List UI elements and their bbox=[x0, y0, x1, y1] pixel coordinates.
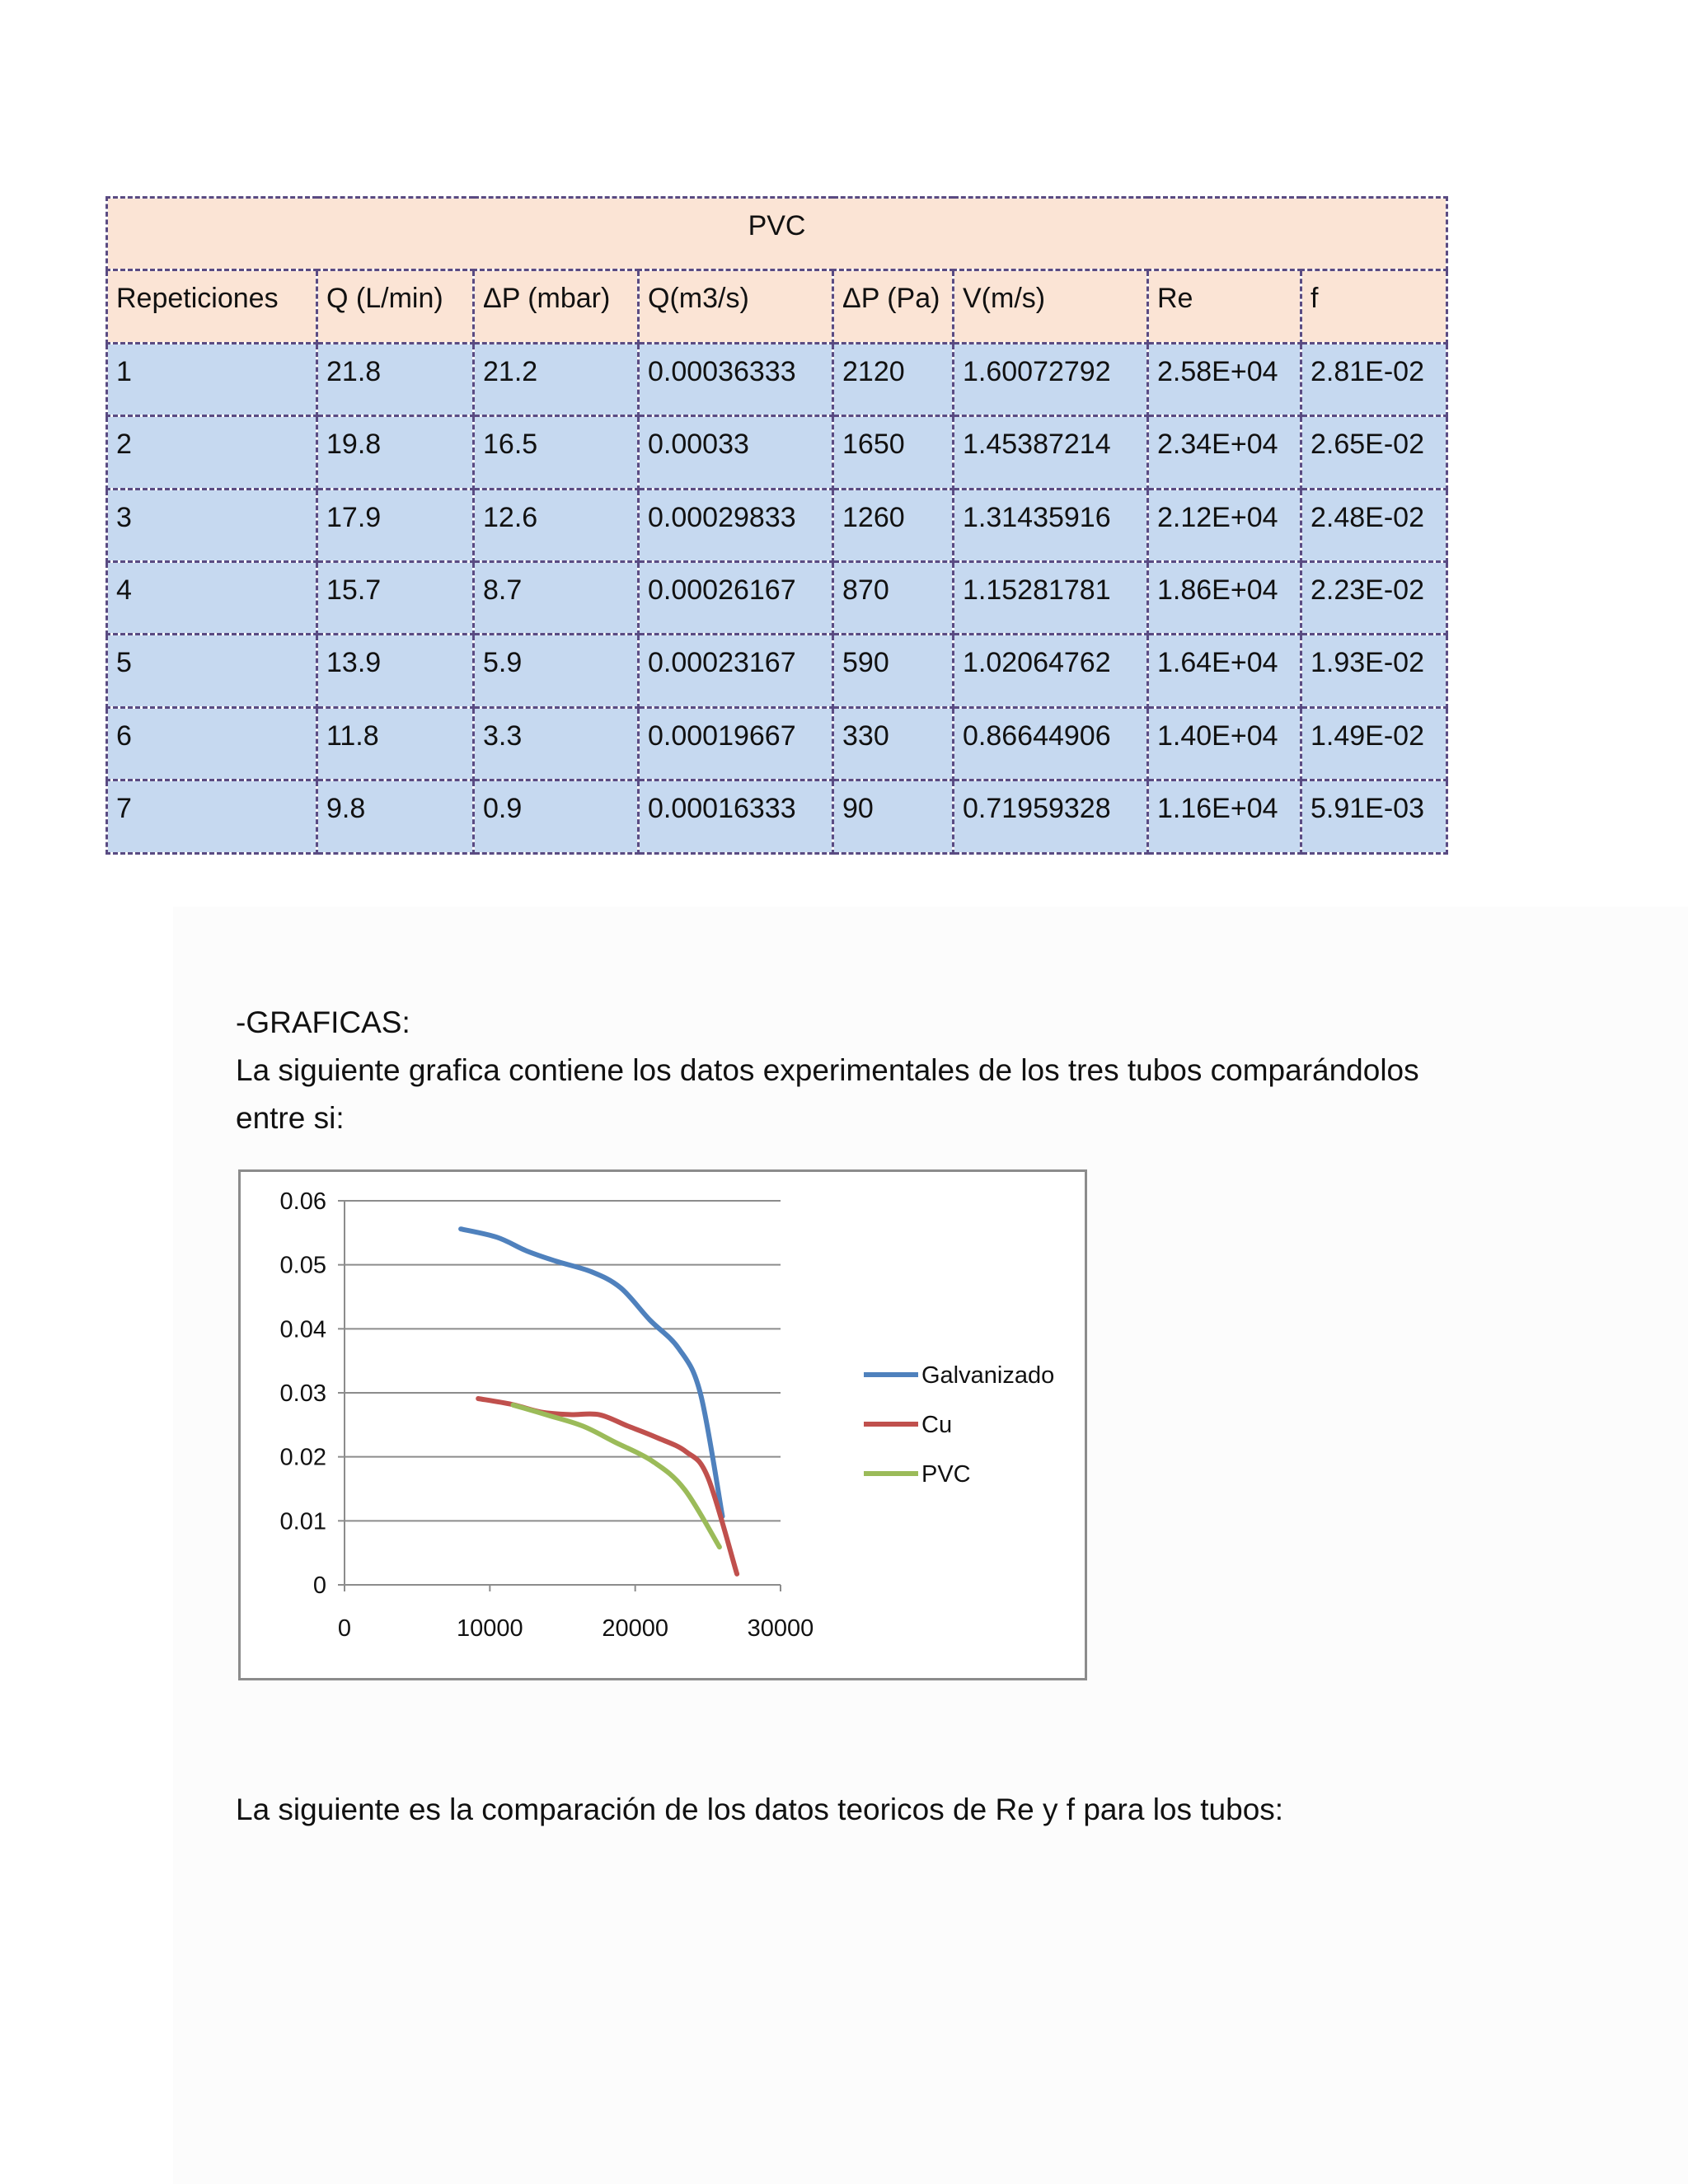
table-header-row bbox=[107, 270, 1447, 343]
table-cell: 1.31435916 bbox=[954, 489, 1148, 561]
column-header: Q(m3/s) bbox=[639, 270, 833, 343]
table-cell: 1.45387214 bbox=[954, 416, 1148, 489]
table-cell: 0.00023167 bbox=[639, 635, 833, 707]
table-cell: 1.86E+04 bbox=[1148, 561, 1301, 634]
table-cell: 1260 bbox=[833, 489, 954, 561]
table-row bbox=[107, 489, 1447, 561]
x-tick-label: 20000 bbox=[602, 1615, 668, 1642]
y-tick-label: 0.01 bbox=[279, 1508, 326, 1535]
table-cell: 2.34E+04 bbox=[1148, 416, 1301, 489]
table-cell: 0.86644906 bbox=[954, 707, 1148, 780]
table-cell: 0.00029833 bbox=[639, 489, 833, 561]
table-cell: 4 bbox=[107, 561, 317, 634]
table-cell: 21.8 bbox=[317, 343, 474, 415]
legend-label-galvanizado: Galvanizado bbox=[921, 1362, 1055, 1389]
legend-label-cu: Cu bbox=[921, 1412, 953, 1438]
table-cell: 16.5 bbox=[474, 416, 639, 489]
table-cell: 11.8 bbox=[317, 707, 474, 780]
table-cell: 1.93E-02 bbox=[1301, 635, 1447, 707]
table-cell: 1.64E+04 bbox=[1148, 635, 1301, 707]
table-cell: 0.00033 bbox=[639, 416, 833, 489]
table-cell: 6 bbox=[107, 707, 317, 780]
closing-paragraph: La siguiente es la comparación de los datos teoricos de Re y f para los tubos: bbox=[236, 1793, 1284, 1826]
table-cell: 2 bbox=[107, 416, 317, 489]
y-tick-label: 0.04 bbox=[279, 1316, 326, 1343]
table-cell: 13.9 bbox=[317, 635, 474, 707]
x-tick-label: 0 bbox=[337, 1615, 352, 1642]
friction-factor-chart bbox=[238, 1169, 1087, 1680]
chart-legend bbox=[864, 1362, 1054, 1488]
x-tick-label: 30000 bbox=[747, 1615, 814, 1642]
table-cell: 1650 bbox=[833, 416, 954, 489]
table-cell: 1.60072792 bbox=[954, 343, 1148, 415]
table-cell: 19.8 bbox=[317, 416, 474, 489]
table-cell: 3.3 bbox=[474, 707, 639, 780]
table-cell: 0.00016333 bbox=[639, 780, 833, 853]
x-tick-label: 10000 bbox=[457, 1615, 523, 1642]
column-header: ΔP (Pa) bbox=[833, 270, 954, 343]
pvc-table bbox=[106, 196, 1448, 855]
table-cell: 330 bbox=[833, 707, 954, 780]
legend-label-pvc: PVC bbox=[921, 1461, 971, 1488]
table-cell: 1 bbox=[107, 343, 317, 415]
column-header: V(m/s) bbox=[954, 270, 1148, 343]
table-cell: 1.40E+04 bbox=[1148, 707, 1301, 780]
intro-paragraph: La siguiente grafica contiene los datos experimentales de los tres tubos comparándolos entre si: bbox=[236, 1053, 1419, 1135]
column-header: Repeticiones bbox=[107, 270, 317, 343]
table-cell: 2.65E-02 bbox=[1301, 416, 1447, 489]
column-header: f bbox=[1301, 270, 1447, 343]
chart-gridlines bbox=[345, 1201, 781, 1585]
table-cell: 1.49E-02 bbox=[1301, 707, 1447, 780]
table-cell: 590 bbox=[833, 635, 954, 707]
table-cell: 0.00026167 bbox=[639, 561, 833, 634]
table-row bbox=[107, 707, 1447, 780]
table-cell: 1.15281781 bbox=[954, 561, 1148, 634]
table-cell: 17.9 bbox=[317, 489, 474, 561]
table-cell: 5 bbox=[107, 635, 317, 707]
section-heading: -GRAFICAS: bbox=[236, 1005, 410, 1039]
table-cell: 1.02064762 bbox=[954, 635, 1148, 707]
table-row bbox=[107, 343, 1447, 415]
column-header: Re bbox=[1148, 270, 1301, 343]
series-line-galvanizado bbox=[461, 1229, 722, 1516]
table-cell: 21.2 bbox=[474, 343, 639, 415]
table-cell: 12.6 bbox=[474, 489, 639, 561]
table-cell: 90 bbox=[833, 780, 954, 853]
table-row bbox=[107, 416, 1447, 489]
y-tick-label: 0.05 bbox=[279, 1252, 326, 1279]
y-tick-label: 0.02 bbox=[279, 1444, 326, 1471]
table-cell: 0.71959328 bbox=[954, 780, 1148, 853]
table-cell: 2.23E-02 bbox=[1301, 561, 1447, 634]
table-cell: 0.9 bbox=[474, 780, 639, 853]
table-cell: 2.81E-02 bbox=[1301, 343, 1447, 415]
chart-series bbox=[461, 1229, 737, 1574]
series-line-pvc bbox=[513, 1405, 720, 1547]
column-header: ΔP (mbar) bbox=[474, 270, 639, 343]
table-title-row bbox=[107, 198, 1447, 270]
table-cell: 9.8 bbox=[317, 780, 474, 853]
column-header: Q (L/min) bbox=[317, 270, 474, 343]
table-cell: 15.7 bbox=[317, 561, 474, 634]
table-cell: 3 bbox=[107, 489, 317, 561]
table-cell: 2120 bbox=[833, 343, 954, 415]
chart-canvas bbox=[241, 1172, 1085, 1678]
table-cell: 5.91E-03 bbox=[1301, 780, 1447, 853]
y-tick-label: 0 bbox=[312, 1572, 326, 1599]
series-line-cu bbox=[478, 1399, 737, 1574]
table-row bbox=[107, 561, 1447, 634]
table-cell: 5.9 bbox=[474, 635, 639, 707]
table-cell: 8.7 bbox=[474, 561, 639, 634]
pvc-data-table bbox=[106, 196, 1446, 852]
table-cell: 2.12E+04 bbox=[1148, 489, 1301, 561]
table-cell: 1.16E+04 bbox=[1148, 780, 1301, 853]
table-row bbox=[107, 635, 1447, 707]
table-cell: 0.00019667 bbox=[639, 707, 833, 780]
table-title: PVC bbox=[107, 198, 1447, 270]
table-cell: 7 bbox=[107, 780, 317, 853]
y-tick-label: 0.06 bbox=[279, 1188, 326, 1215]
y-tick-label: 0.03 bbox=[279, 1380, 326, 1407]
table-cell: 2.48E-02 bbox=[1301, 489, 1447, 561]
table-row bbox=[107, 780, 1447, 853]
table-cell: 2.58E+04 bbox=[1148, 343, 1301, 415]
table-cell: 0.00036333 bbox=[639, 343, 833, 415]
table-cell: 870 bbox=[833, 561, 954, 634]
